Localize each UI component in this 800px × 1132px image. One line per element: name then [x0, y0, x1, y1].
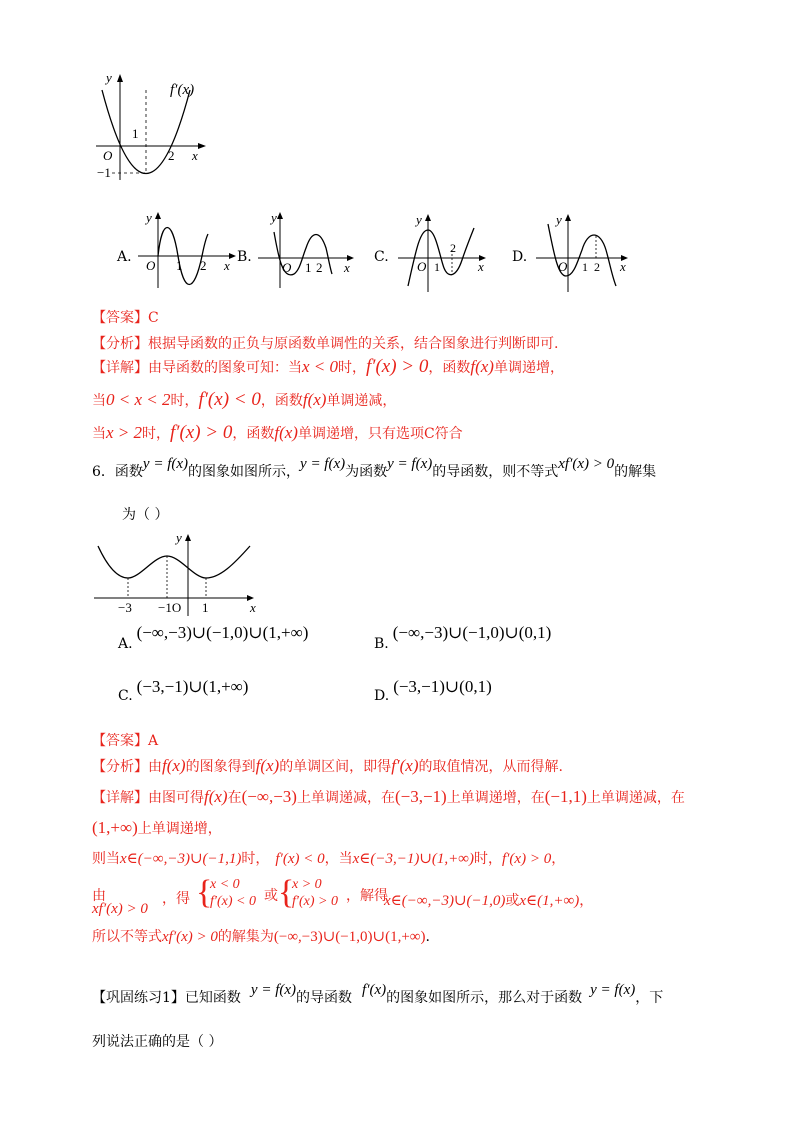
ex1-m2: f′(x) [362, 982, 387, 998]
q5-detail-line-2 [92, 390, 396, 411]
q6-d4-brace-1: { [196, 874, 213, 911]
q5-d3-m3: f(x) [274, 423, 298, 442]
q5-d-one: 1 [582, 260, 588, 274]
q6-neg3-label: −3 [118, 600, 132, 615]
q6-d4-f: ， [579, 893, 594, 909]
q5-d2-m2: f′(x) < 0 [198, 389, 261, 410]
q6-answer-tag: 【答案】 [92, 733, 148, 749]
q6-d3-a: 则当 [92, 851, 120, 867]
q6-number: 6． [92, 464, 115, 480]
ex1-tag: 【巩固练习1】 [92, 990, 185, 1006]
q6-d4-s2-bot: f′(x) > 0 [292, 894, 338, 909]
q5-d1-m2: f′(x) > 0 [366, 356, 429, 377]
ex1-s3: 的图象如图所示，那么对于函数 [386, 990, 583, 1006]
q6-d5-a: 所以不等式 [92, 929, 162, 945]
q5-option-a-letter[interactable]: A. [117, 249, 132, 265]
q5-option-c-letter[interactable]: C. [374, 249, 389, 265]
q5-d1-b: 时， [338, 360, 367, 376]
q5-d3-m2: f′(x) > 0 [170, 422, 233, 443]
q6-d4-system-2 [292, 876, 338, 910]
q6-detail-line-1 [92, 787, 685, 808]
q5-b-one: 1 [305, 260, 312, 275]
ex1-s1: 已知函数 [184, 990, 241, 1006]
q5-d-o: O [558, 259, 568, 274]
q6-analysis-tag: 【分析】 [92, 759, 148, 775]
q5-option-d-letter[interactable]: D. [512, 249, 528, 265]
q5-neg-one-label: −1 [97, 165, 111, 180]
q5-c-o: O [417, 259, 427, 274]
q6-m2: y = f(x) [300, 456, 346, 472]
q5-b-x: x [344, 260, 350, 275]
q5-d2-b: 时， [170, 393, 199, 409]
q6-stem-line-1 [92, 456, 657, 482]
q5-d3-b: 时， [142, 426, 171, 442]
q6-d4-s1-top: x < 0 [210, 877, 240, 892]
q6-detail-tag: 【详解】 [92, 790, 148, 806]
q6-d1-m2: (−∞,−3) [241, 787, 297, 806]
q6-d3-m4: f′(x) > 0 [501, 851, 552, 867]
q5-analysis-tag: 【分析】 [92, 336, 148, 352]
q6-d1-a: 由图可得 [148, 790, 204, 806]
q5-d2-c: ，函数 [260, 393, 303, 409]
q6-m1: y = f(x) [142, 456, 189, 472]
q6-d1-b: 在 [227, 790, 242, 806]
q6-an-c: 的单调区间，即得 [279, 759, 392, 775]
q6-m4: xf′(x) > 0 [558, 456, 615, 472]
q6-detail-line-4-ineq [92, 899, 148, 919]
q6-d5-m1: xf′(x) > 0 [162, 929, 218, 945]
q5-b-y: y [271, 210, 277, 225]
q6-d5-c: . [425, 929, 430, 945]
q6-d1-e: 上单调递减，在 [586, 790, 685, 806]
q6-d1-d: 上单调递增，在 [446, 790, 545, 806]
q6-d4-m3: x∈(1,+∞) [519, 893, 580, 909]
q5-answer: C [148, 310, 159, 326]
q6-option-a-text: (−∞,−3)∪(−1,0)∪(1,+∞) [136, 623, 309, 642]
q5-c-one: 1 [434, 260, 440, 274]
q6-an-a: 由 [148, 759, 162, 775]
q5-c-x: x [478, 259, 484, 274]
q6-option-a-letter: A. [118, 636, 133, 652]
q6-d4-m2: x∈(−∞,−3)∪(−1,0) [384, 893, 506, 909]
q6-x-label: x [250, 600, 256, 615]
q5-d1-m3: f(x) [470, 357, 494, 376]
q6-option-c[interactable] [118, 677, 249, 706]
q6-d2-a: 上单调递增， [137, 821, 222, 837]
q6-m3: y = f(x) [387, 456, 433, 472]
q6-d4-c: 或 [264, 888, 278, 904]
q5-a-two: 2 [200, 258, 207, 273]
q5-d-x: x [620, 259, 626, 274]
q5-option-c-graph[interactable] [398, 210, 490, 292]
q6-option-d-letter: D. [374, 688, 390, 704]
q5-b-o: O [282, 260, 292, 275]
q5-d3-m1: x > 2 [106, 423, 143, 442]
q5-c-y: y [416, 212, 422, 227]
q5-option-b-graph[interactable] [258, 208, 358, 290]
q5-d3-a: 当 [92, 426, 106, 442]
q5-a-x: x [224, 258, 230, 273]
q5-two-label: 2 [168, 148, 175, 163]
q5-d1-c: ，函数 [428, 360, 471, 376]
q5-detail-line-3 [92, 423, 463, 444]
q5-detail-line-1 [92, 357, 564, 378]
q6-s2: 的图象如图所示， [188, 464, 301, 480]
q6-option-d[interactable] [374, 677, 492, 706]
q6-y-label: y [176, 530, 182, 545]
q6-option-b-letter: B. [374, 636, 389, 652]
q6-an-d: 的取值情况，从而得解. [418, 759, 563, 775]
q5-d2-a: 当 [92, 393, 106, 409]
q6-option-b-text: (−∞,−3)∪(−1,0)∪(0,1) [392, 623, 552, 642]
q5-a-one: 1 [176, 258, 183, 273]
q5-d2-m3: f(x) [302, 390, 327, 409]
q6-d3-m2: f′(x) < 0 [275, 851, 325, 867]
q6-d3-c: ，当 [324, 851, 353, 867]
q5-d1-d: 单调递增， [493, 360, 564, 376]
q5-d-y: y [556, 212, 562, 227]
q6-option-a[interactable] [118, 623, 309, 654]
q6-d5-b: 的解集为 [217, 929, 274, 945]
q5-a-o: O [146, 258, 156, 273]
q6-s1: 函数 [114, 464, 143, 480]
q6-stem-line-2: 为（ ） [122, 507, 169, 523]
q6-d4-e: 或 [505, 893, 520, 909]
q6-option-b[interactable] [374, 623, 552, 654]
q6-s3: 为函数 [345, 464, 388, 480]
q6-option-c-text: (−3,−1)∪(1,+∞) [136, 677, 249, 696]
ex1-s2: 的导函数 [296, 990, 353, 1006]
q6-d4-s2-top: x > 0 [292, 877, 322, 892]
q5-main-graph [92, 70, 212, 190]
q6-an-m3: f′(x) [391, 756, 419, 775]
q5-c-two: 2 [450, 241, 456, 255]
q5-d1-a: 由导函数的图象可知：当 [148, 360, 302, 376]
q6-d3-d: 时， [473, 851, 502, 867]
ex1-line-1 [92, 982, 664, 1008]
ex1-m1: y = f(x) [250, 982, 297, 998]
q6-d4-system-1 [210, 876, 256, 910]
q6-an-m2: f(x) [255, 756, 280, 775]
q6-detail-line-5 [92, 927, 430, 947]
q6-option-c-letter: C. [118, 688, 133, 704]
q5-option-b-letter[interactable]: B. [237, 249, 252, 265]
q6-d3-m3: x∈(−3,−1)∪(1,+∞) [352, 851, 474, 867]
q5-answer-tag: 【答案】 [92, 310, 148, 326]
q6-d4-d: ，解得 [346, 888, 388, 904]
q6-s5: 的解集 [614, 464, 657, 480]
q5-a-y: y [146, 210, 152, 225]
ex1-m3: y = f(x) [590, 982, 636, 998]
q5-d3-d: 单调递增，只有选项C符合 [297, 426, 463, 442]
q5-origin-label: O [103, 148, 113, 163]
q5-x-label: x [192, 148, 198, 163]
q6-d1-m1: f(x) [204, 787, 228, 806]
q6-d3-e: ， [551, 851, 566, 867]
q6-an-m1: f(x) [162, 756, 186, 775]
q6-d1-m4: (−1,1) [544, 787, 587, 806]
q6-graph [94, 530, 264, 618]
q5-option-d-graph[interactable] [536, 210, 632, 292]
q5-detail-tag: 【详解】 [92, 360, 148, 376]
q6-answer: A [148, 733, 159, 749]
q6-d4-s1-bot: f′(x) < 0 [210, 894, 256, 909]
q6-analysis-line [92, 756, 563, 777]
q6-d5-m2: (−∞,−3)∪(−1,0)∪(1,+∞) [273, 929, 426, 945]
q6-d4-b: ，得 [162, 891, 190, 907]
q6-d1-m3: (−3,−1) [394, 787, 447, 806]
q6-option-d-text: (−3,−1)∪(0,1) [393, 677, 492, 696]
q6-one-label: 1 [202, 600, 209, 615]
q5-d-two: 2 [594, 260, 600, 274]
q5-y-label: y [106, 70, 112, 85]
q6-d2-m1: (1,+∞) [92, 818, 138, 837]
q6-answer-line [92, 731, 158, 751]
q6-detail-line-2 [92, 818, 222, 839]
ex1-line-2: 列说法正确的是（ ） [92, 1034, 223, 1050]
q6-d4-brace-2: { [278, 874, 295, 911]
q5-d3-c: ，函数 [232, 426, 275, 442]
q5-one-label: 1 [132, 126, 139, 141]
q5-option-a-graph[interactable] [138, 208, 238, 290]
q6-neg1o-label: −1O [158, 600, 182, 615]
q6-detail-line-3 [92, 849, 565, 869]
q5-analysis: 根据导函数的正负与原函数单调性的关系，结合图象进行判断即可. [148, 336, 559, 352]
q5-d2-m1: 0 < x < 2 [106, 390, 171, 409]
q6-s4: 的导函数，则不等式 [432, 464, 559, 480]
q5-answer-line [92, 308, 159, 328]
ex1-s4: ，下 [635, 990, 664, 1006]
q6-detail-line-4-tail [384, 891, 593, 911]
q5-analysis-line [92, 334, 558, 354]
q6-d4-m1: xf′(x) > 0 [92, 901, 148, 917]
q6-d3-m1: x∈(−∞,−3)∪(−1,1) [120, 851, 242, 867]
q6-d4-a: 由 [92, 888, 106, 904]
q6-d1-c: 上单调递减，在 [296, 790, 395, 806]
q5-d1-m1: x < 0 [302, 357, 339, 376]
q6-an-b: 的图象得到 [185, 759, 256, 775]
q6-d3-b: 时， [241, 851, 270, 867]
q5-b-two: 2 [316, 260, 323, 275]
q5-d2-d: 单调递减， [326, 393, 397, 409]
q5-fx-label: f′(x) [170, 82, 195, 98]
